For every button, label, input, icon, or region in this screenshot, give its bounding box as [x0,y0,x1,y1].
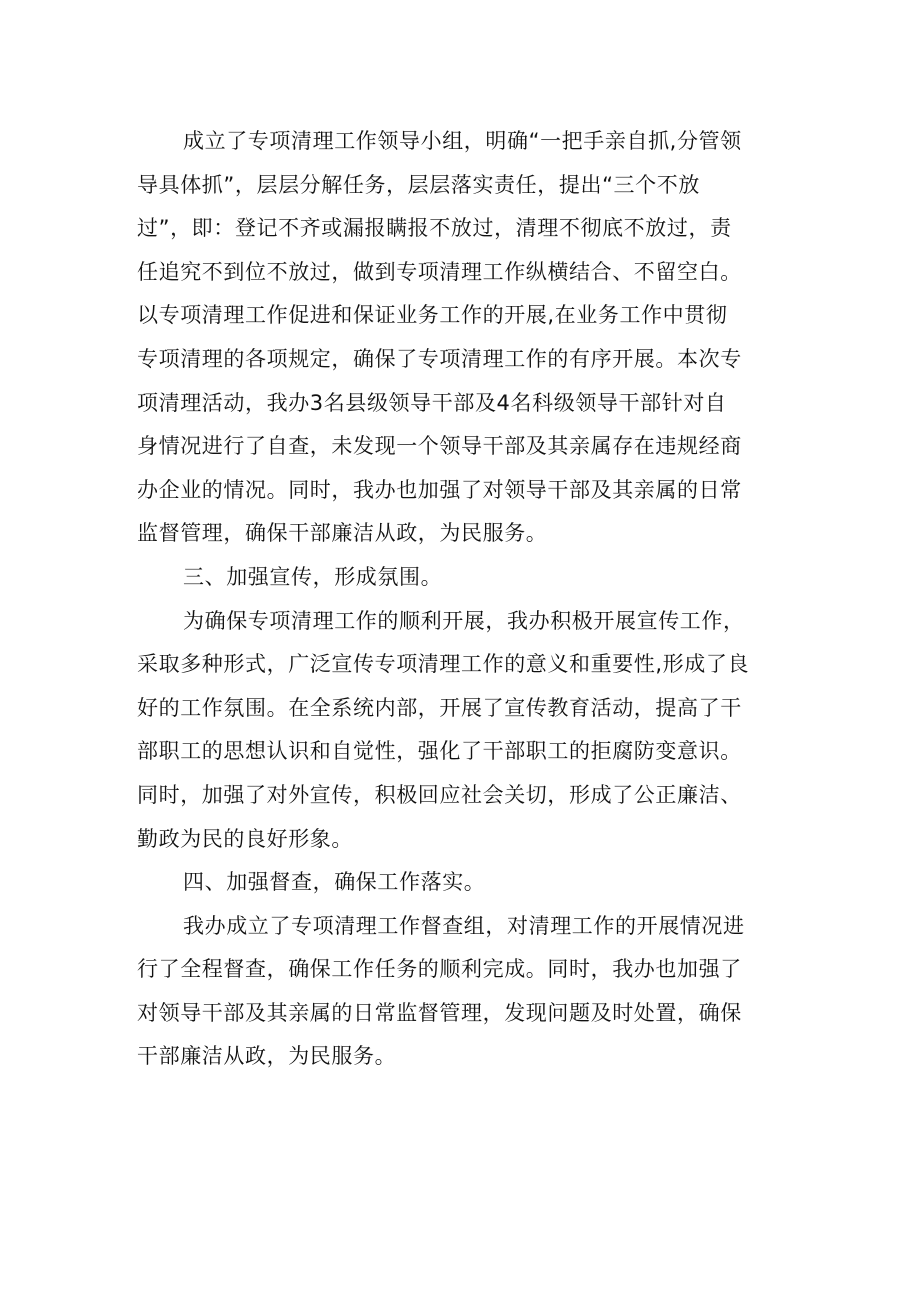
text-line: 好的工作氛围。在全系统内部，开展了宣传教育活动，提高了干 [137,695,742,720]
text-line: 过”，即：登记不齐或漏报瞒报不放过，清理不彻底不放过，责 [137,216,732,241]
text-line: 对领导干部及其亲属的日常监督管理，发现问题及时处置，确保 [137,1000,742,1025]
body-text [137,120,797,1079]
text-line: 以专项清理工作促进和保证业务工作的开展,在业务工作中贯彻 [137,303,728,328]
text-line: 勤政为民的良好形象。 [137,826,353,851]
text-line: 项清理活动，我办3名县级领导干部及4名科级领导干部针对自 [137,390,727,415]
text-line: 身情况进行了自查，未发现一个领导干部及其亲属存在违规经商 [137,434,742,459]
text-line: 任追究不到位不放过，做到专项清理工作纵横结合、不留空白。 [137,259,742,284]
section-heading: 四、加强督查，确保工作落实。 [183,870,486,895]
text-line: 为确保专项清理工作的顺利开展，我办积极开展宣传工作， [183,608,745,633]
text-line: 采取多种形式，广泛宣传专项清理工作的意义和重要性,形成了良 [137,652,750,677]
text-line: 行了全程督查，确保工作任务的顺利完成。同时，我办也加强了 [137,957,742,982]
text-line: 成立了专项清理工作领导小组，明确“一把手亲自抓,分管领 [183,129,742,153]
text-line: 专项清理的各项规定，确保了专项清理工作的有序开展。本次专 [137,346,742,371]
text-line: 导具体抓”，层层分解任务，层层落实责任，提出“三个不放 [137,172,700,197]
text-line: 我办成立了专项清理工作督查组，对清理工作的开展情况进 [183,913,745,938]
text-line: 监督管理，确保干部廉洁从政，为民服务。 [137,521,548,546]
text-line: 办企业的情况。同时，我办也加强了对领导干部及其亲属的日常 [137,477,742,502]
text-line: 部职工的思想认识和自觉性，强化了干部职工的拒腐防变意识。 [137,739,742,764]
text-line: 干部廉洁从政，为民服务。 [137,1044,397,1069]
section-heading: 三、加强宣传，形成氛围。 [183,564,443,589]
text-line: 同时，加强了对外宣传，积极回应社会关切，形成了公正廉洁、 [137,782,742,807]
